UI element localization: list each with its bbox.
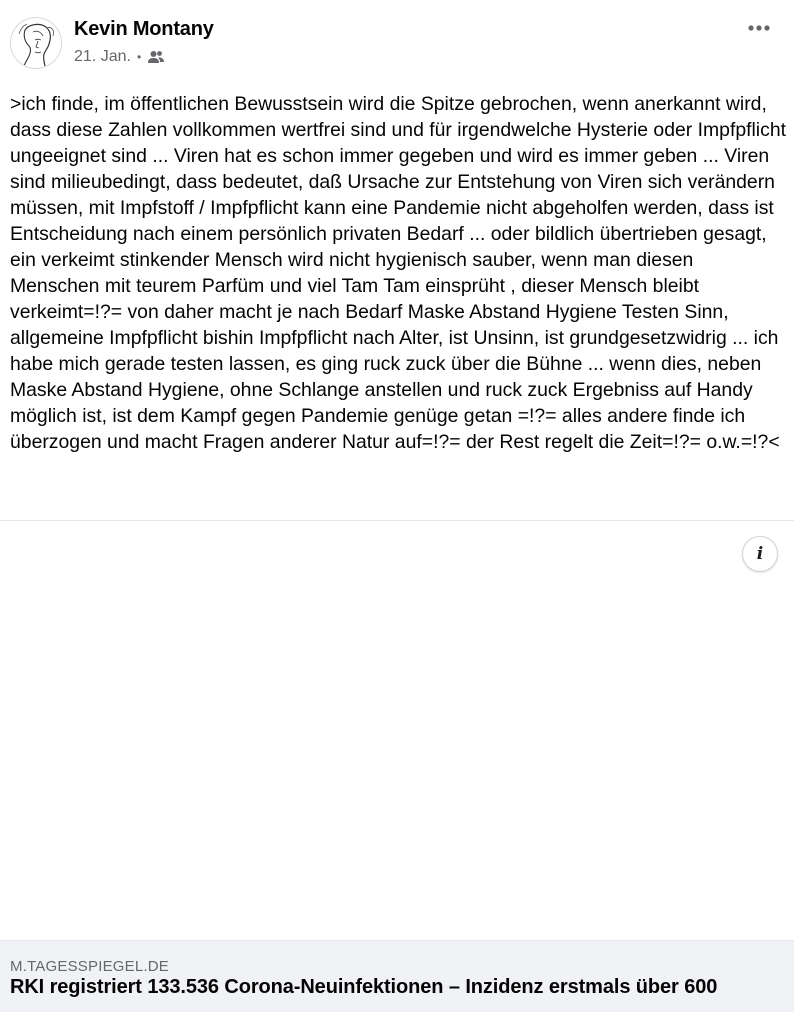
avatar[interactable] xyxy=(10,17,62,69)
info-icon: i xyxy=(756,543,764,564)
more-dots-icon xyxy=(748,25,770,31)
link-preview-caption[interactable] xyxy=(0,940,794,1012)
meta-separator: • xyxy=(136,50,142,64)
link-title[interactable]: RKI registriert 133.536 Corona-Neuinfektionen – Inzidenz erstmals über 600 xyxy=(10,976,718,998)
post-meta xyxy=(74,47,165,67)
avatar-sketch-icon xyxy=(11,18,61,68)
link-domain: M.TAGESSPIEGEL.DE xyxy=(10,958,169,975)
friends-icon[interactable] xyxy=(147,49,165,65)
more-options-button[interactable] xyxy=(742,16,776,40)
link-preview-media[interactable] xyxy=(0,521,794,940)
info-button[interactable] xyxy=(742,536,778,572)
author-name[interactable]: Kevin Montany xyxy=(74,18,214,40)
post-text: >ich finde, im öffentlichen Bewusstsein wird die Spitze gebrochen, wenn anerkannt wird, dass diese Zahlen vollkommen wertfrei sind und für irgendwelche Hysterie oder Impfpflicht ungeeignet sind ... Viren hat es schon immer gegeben und wird es immer geben ... Viren sind milieubedingt, dass bedeutet, daß Ursache zur Entstehung von Viren sich verändern müssen, mit Impfstoff / Impfpflicht kann eine Pandemie nicht abgeholfen werden, dass ist Entscheidung nach einem persönlich privaten Bedarf ... oder bildlich übertrieben gesagt, ein verkeimt stinkender Mensch wird nicht hygienisch sauber, wenn man diesen Menschen mit teurem Parfüm und viel Tam Tam einsprüht , dieser Mensch bleibt verkeimt=!?= von daher macht je nach Bedarf Maske Abstand Hygiene Testen Sinn, allgemeine Impfpflicht bishin Impfpflicht nach Alter, ist Unsinn, ist grundgesetzwidrig ... ich habe mich gerade testen lassen, es ging ruck zuck über die Bühne ... wenn dies, neben Maske Abstand Hygiene, ohne Schlange anstellen und ruck zuck Ergebniss auf Handy möglich ist, ist dem Kampf gegen Pandemie genüge getan =!?= alles andere finde ich überzogen und macht Fragen anderer Natur auf=!?= der Rest regelt die Zeit=!?= o.w.=!?< xyxy=(10,93,786,453)
post-header xyxy=(0,0,794,82)
post-date[interactable]: 21. Jan. xyxy=(74,48,131,65)
